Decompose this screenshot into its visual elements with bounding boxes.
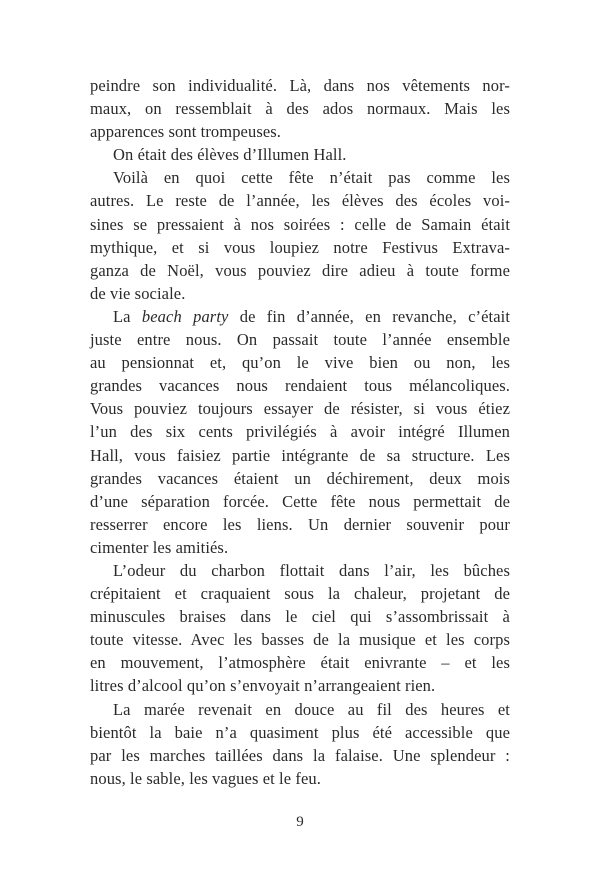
paragraph: [90, 166, 510, 305]
paragraph: [90, 698, 510, 790]
text-line: La marée revenait en douce au fil des heures et: [113, 699, 510, 719]
paragraph: [90, 74, 510, 143]
text-line: grandes vacances étaient un déchirement, deux mois: [90, 468, 510, 488]
text-line: resserrer encore les liens. Un dernier souvenir pour: [90, 514, 510, 534]
text-line: autres. Le reste de l’année, les élèves des écoles voi-: [90, 191, 510, 211]
paragraph: [90, 305, 510, 559]
text-line: L’odeur du charbon flottait dans l’air, les bûches: [113, 560, 510, 580]
text-line: litres d’alcool qu’on s’envoyait n’arrangeaient rien.: [90, 676, 436, 696]
text-line: sines se pressaient à nos soirées : celle de Samain était: [90, 214, 510, 234]
text-line: par les marches taillées dans la falaise. Une splendeur :: [90, 745, 510, 765]
text-line: Vous pouviez toujours essayer de résister, si vous étiez: [90, 399, 510, 419]
text-line: mythique, et si vous loupiez notre Festivus Extrava-: [90, 237, 510, 257]
text-line: au pensionnat et, qu’on le vive bien ou non, les: [90, 353, 510, 373]
text-line: On était des élèves d’Illumen Hall.: [113, 145, 347, 165]
text-line: La beach party de fin d’année, en revanche, c’était: [113, 306, 511, 326]
page-number: 9: [296, 814, 304, 830]
text-line: en mouvement, l’atmosphère était enivrante – et les: [90, 653, 510, 673]
text-line: peindre son individualité. Là, dans nos vêtements nor-: [90, 76, 510, 95]
italic-phrase: beach party: [141, 306, 229, 326]
paragraph: [90, 559, 510, 698]
text-line: ganza de Noël, vous pouviez dire adieu à toute forme: [90, 260, 510, 280]
text-line: juste entre nous. On passait toute l’année ensemble: [90, 330, 510, 350]
text-line: toute vitesse. Avec les basses de la musique et les corps: [90, 630, 510, 650]
text-line: Voilà en quoi cette fête n’était pas comme les: [113, 168, 510, 188]
text-line: grandes vacances nous rendaient tous mélancoliques.: [90, 376, 510, 396]
text-line: d’une séparation forcée. Cette fête nous permettait de: [90, 491, 510, 511]
text-line: de vie sociale.: [90, 283, 186, 303]
text-line: minuscules braises dans le ciel qui s’assombrissait à: [90, 607, 510, 627]
text-line: crépitaient et craquaient sous la chaleur, projetant de: [90, 584, 510, 604]
text-line: Hall, vous faisiez partie intégrante de sa structure. Les: [90, 445, 510, 465]
text-line: apparences sont trompeuses.: [90, 122, 282, 142]
text-line: bientôt la baie n’a quasiment plus été accessible que: [90, 722, 510, 742]
text-line: maux, on ressemblait à des ados normaux. Mais les: [90, 99, 510, 119]
text-line: cimenter les amitiés.: [90, 537, 229, 557]
body-text: [90, 74, 510, 790]
text-line: l’un des six cents privilégiés à avoir intégré Illumen: [90, 422, 510, 442]
paragraph: [90, 143, 510, 166]
text-line: nous, le sable, les vagues et le feu.: [90, 768, 321, 788]
